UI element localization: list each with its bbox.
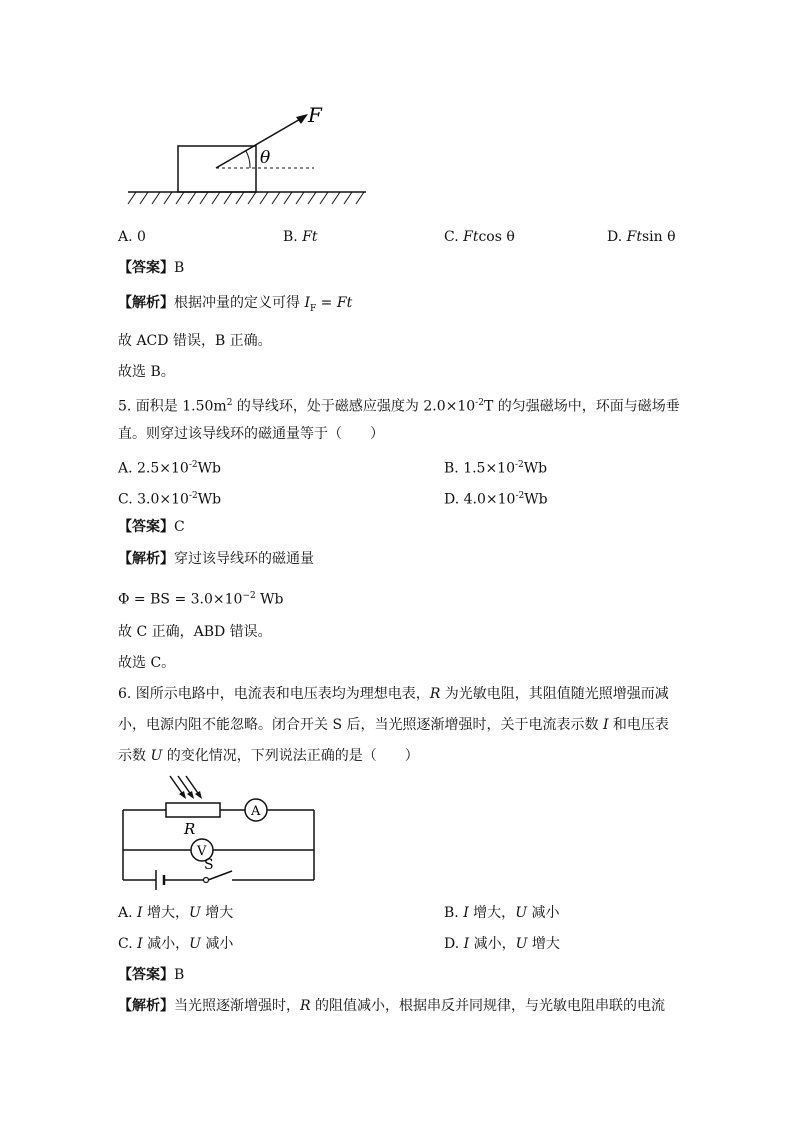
q5-option-c-text: C. 3.0×10 bbox=[118, 491, 189, 508]
q4-conclusion: 故 ACD 错误，B 正确。 bbox=[118, 333, 272, 349]
q6-analysis-tag: 【解析】 bbox=[118, 998, 174, 1014]
q6-option-b-t2: 减小 bbox=[527, 905, 560, 921]
q4-option-b-var: Ft bbox=[302, 229, 318, 245]
voltmeter-label: V bbox=[197, 844, 207, 859]
q5-stem-sup-1: 2 bbox=[226, 398, 233, 408]
block bbox=[178, 146, 256, 192]
q4-option-a[interactable] bbox=[118, 227, 146, 247]
q6-stem-line1 bbox=[118, 684, 669, 704]
q5-option-a[interactable] bbox=[118, 455, 221, 479]
q6-option-a-u: U bbox=[189, 905, 201, 921]
force-arrow-head bbox=[296, 114, 308, 124]
q6-option-d-t1: 减小， bbox=[469, 936, 516, 952]
q5-option-d[interactable] bbox=[444, 486, 548, 510]
q6-stem-text-2b: 和电压表 bbox=[608, 717, 669, 733]
q6-stem-text-1a: 6. 图所示电路中，电流表和电压表均为理想电表， bbox=[118, 686, 430, 702]
q5-stem-text-1: 5. 面积是 1.50m bbox=[118, 398, 227, 415]
q6-stem-var-r: R bbox=[429, 686, 441, 702]
q4-option-a-text: A. 0 bbox=[118, 229, 146, 245]
q4-analysis-tag: 【解析】 bbox=[118, 295, 174, 311]
q4-option-d-suffix: sin θ bbox=[641, 229, 676, 245]
q6-option-a-t2: 增大 bbox=[200, 905, 234, 921]
q5-formula-main: Φ = BS = 3.0×10 bbox=[118, 591, 243, 608]
light-arrowhead-3 bbox=[195, 791, 202, 799]
q4-answer bbox=[118, 258, 184, 278]
q5-answer-tag: 【答案】 bbox=[118, 519, 174, 535]
force-label: F bbox=[308, 103, 322, 127]
q6-option-c-t2: 减小 bbox=[200, 936, 234, 952]
q6-option-c-u: U bbox=[189, 936, 201, 952]
q5-option-a-text: A. 2.5×10 bbox=[118, 460, 189, 477]
q4-choose: 故选 B。 bbox=[118, 364, 175, 380]
light-arrowhead-1 bbox=[179, 791, 186, 799]
q5-option-d-unit: Wb bbox=[524, 491, 548, 508]
switch-pivot bbox=[204, 878, 209, 883]
q4-option-b-label: B. bbox=[283, 229, 303, 245]
q6-stem-text-3b: 的变化情况，下列说法正确的是（ ） bbox=[162, 748, 419, 764]
q6-option-c[interactable] bbox=[118, 934, 233, 954]
q6-option-b-i: I bbox=[463, 905, 469, 921]
q5-option-b-exp: -2 bbox=[515, 460, 524, 470]
q6-option-c-t1: 减小， bbox=[142, 936, 190, 952]
q5-option-b[interactable] bbox=[444, 455, 547, 479]
q6-option-d-u: U bbox=[515, 936, 528, 952]
q6-option-b-t1: 增大， bbox=[468, 905, 516, 921]
q5-stem-line2: 直。则穿过该导线环的磁通量等于（ ） bbox=[118, 426, 384, 442]
q4-formula-sub: F bbox=[309, 303, 317, 314]
angle-label: θ bbox=[260, 148, 271, 168]
q4-option-b[interactable] bbox=[283, 227, 318, 247]
q5-option-d-exp: -2 bbox=[515, 491, 525, 501]
q4-option-c-var: Ft bbox=[463, 229, 479, 245]
q5-option-c-unit: Wb bbox=[197, 491, 222, 508]
q4-analysis-text: 根据冲量的定义可得 bbox=[174, 295, 300, 311]
light-arrowhead-2 bbox=[187, 791, 194, 799]
q6-option-b[interactable] bbox=[444, 903, 559, 923]
q5-option-b-text: B. 1.5×10 bbox=[444, 460, 515, 477]
q5-choose: 故选 C。 bbox=[118, 655, 176, 671]
q5-stem-text-3: T 的匀强磁场中，环面与磁场垂 bbox=[483, 398, 680, 415]
photoresistor-label: R bbox=[184, 820, 196, 838]
q6-option-a[interactable] bbox=[118, 903, 233, 923]
q6-option-d-label: D. bbox=[444, 936, 464, 952]
q4-option-c-label: C. bbox=[444, 229, 464, 245]
q5-analysis bbox=[118, 549, 314, 569]
q5-option-a-exp: -2 bbox=[188, 460, 198, 470]
ammeter-label: A bbox=[251, 804, 261, 819]
q4-option-c[interactable] bbox=[444, 227, 515, 247]
photoresistor bbox=[166, 803, 220, 817]
q6-analysis-text-a: 当光照逐渐增强时， bbox=[174, 998, 300, 1014]
q6-option-a-t1: 增大， bbox=[142, 905, 189, 921]
q6-option-c-label: C. bbox=[118, 936, 138, 952]
q6-stem-text-1b: 为光敏电阻，其阻值随光照增强而减 bbox=[440, 686, 669, 702]
q5-option-c[interactable] bbox=[118, 486, 221, 510]
q6-option-b-u: U bbox=[515, 905, 527, 921]
ground-hatching bbox=[128, 192, 364, 204]
q6-analysis-text-b: 的阻值减小，根据串反并同规律，与光敏电阻串联的电流 bbox=[310, 998, 665, 1014]
q6-stem-var-u: U bbox=[150, 748, 163, 764]
q6-option-a-i: I bbox=[137, 905, 143, 921]
q6-option-b-label: B. bbox=[444, 905, 464, 921]
force-arrow-shaft bbox=[216, 118, 302, 168]
q6-answer bbox=[118, 965, 184, 985]
angle-arc bbox=[246, 151, 250, 168]
q4-option-d[interactable] bbox=[607, 227, 676, 247]
q6-analysis-var-r: R bbox=[300, 998, 311, 1014]
q4-formula-rhs: = Ft bbox=[316, 295, 353, 311]
q5-formula-exp: −2 bbox=[242, 591, 256, 601]
q6-option-d-t2: 增大 bbox=[527, 936, 560, 952]
q6-analysis bbox=[118, 996, 665, 1016]
q6-answer-tag: 【答案】 bbox=[118, 967, 174, 983]
q4-analysis bbox=[118, 293, 352, 319]
q4-option-d-var: Ft bbox=[626, 229, 642, 245]
q5-option-a-unit: Wb bbox=[197, 460, 221, 477]
q4-answer-tag: 【答案】 bbox=[118, 260, 174, 276]
q4-option-c-suffix: cos θ bbox=[478, 229, 515, 245]
q5-formula bbox=[118, 586, 284, 610]
q6-stem-text-2a: 小，电源内阻不能忽略。闭合开关 S 后，当光照逐渐增强时，关于电流表示数 bbox=[118, 717, 603, 733]
q6-option-a-label: A. bbox=[118, 905, 138, 921]
q5-stem-line1 bbox=[118, 393, 680, 417]
q5-stem-sup-2: -2 bbox=[475, 398, 484, 408]
force-diagram bbox=[120, 100, 380, 215]
q6-answer-value: B bbox=[174, 967, 185, 983]
q4-formula-lhs: I bbox=[304, 295, 310, 311]
q5-formula-unit: Wb bbox=[255, 591, 284, 608]
q6-option-d-i: I bbox=[463, 936, 470, 952]
q5-answer-value: C bbox=[174, 519, 185, 535]
q4-option-d-label: D. bbox=[607, 229, 627, 245]
q5-option-b-unit: Wb bbox=[523, 460, 548, 477]
q6-stem-var-i: I bbox=[602, 717, 609, 733]
q5-answer bbox=[118, 517, 185, 537]
q6-stem-line3 bbox=[118, 746, 419, 766]
q4-answer-value: B bbox=[174, 260, 185, 276]
q6-stem-text-3a: 示数 bbox=[118, 748, 151, 764]
q5-option-d-text: D. 4.0×10 bbox=[444, 491, 516, 508]
q5-option-c-exp: -2 bbox=[188, 491, 198, 501]
q6-option-c-i: I bbox=[137, 936, 143, 952]
q6-option-d[interactable] bbox=[444, 934, 560, 954]
q5-stem-text-2: 的导线环，处于磁感应强度为 2.0×10 bbox=[232, 398, 476, 415]
q5-analysis-text: 穿过该导线环的磁通量 bbox=[174, 551, 314, 567]
q5-analysis-tag: 【解析】 bbox=[118, 551, 174, 567]
q6-stem-line2 bbox=[118, 715, 669, 735]
q5-conclusion: 故 C 正确，ABD 错误。 bbox=[118, 624, 272, 640]
circuit-diagram bbox=[118, 770, 323, 890]
switch-label: S bbox=[204, 857, 214, 873]
